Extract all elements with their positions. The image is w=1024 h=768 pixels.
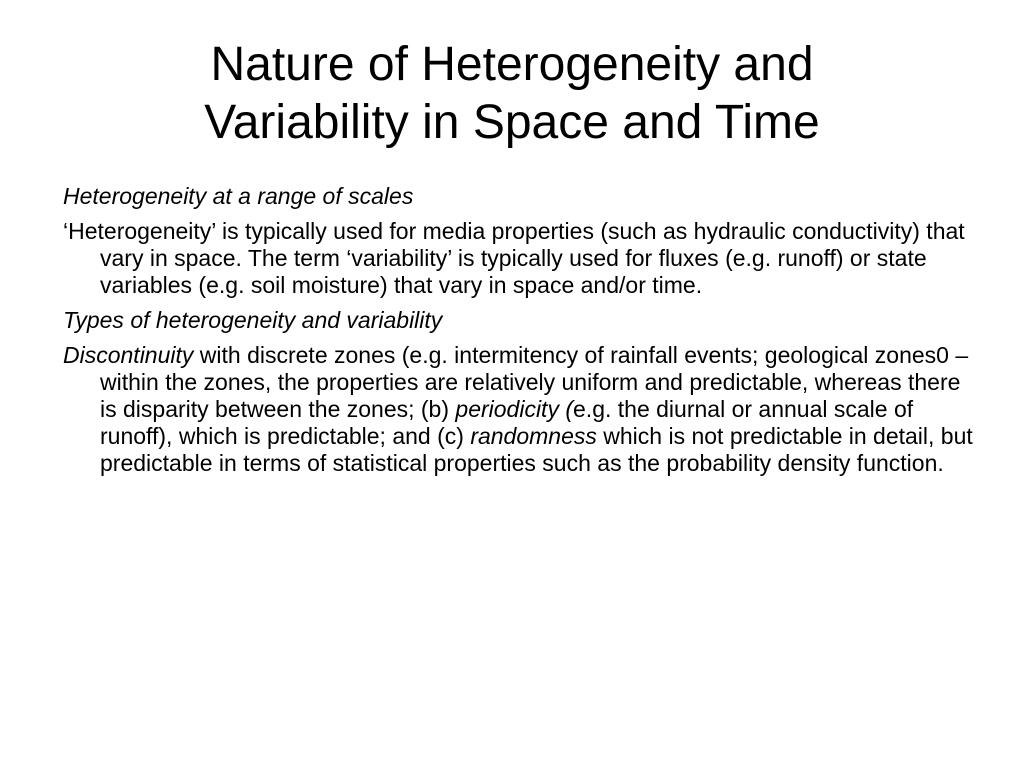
heading-heterogeneity-scales: Heterogeneity at a range of scales [63,183,414,209]
paragraph-types [63,342,973,477]
term-discontinuity: Discontinuity [63,342,194,368]
text-periodicity: e.g. the diurnal or annual scale of runoff), which is predictable; and (c) [100,396,914,449]
term-randomness: randomness [470,423,597,449]
term-periodicity: periodicity ( [455,396,574,422]
title-line-2: Variability in Space and Time [204,96,820,149]
slide-body [63,183,973,485]
slide-title [60,36,964,152]
title-line-1: Nature of Heterogeneity and [210,38,814,91]
text-discontinuity: with discrete zones (e.g. intermitency of rainfall events; geological zones0 – within the zones, the properties are relatively uniform and predictable, whereas there is disparity between the zones; (b) [100,342,969,422]
heading-types: Types of heterogeneity and variability [63,307,443,333]
paragraph-heterogeneity-definition: ‘Heterogeneity’ is typically used for media properties (such as hydraulic conductivity) that vary in space. The term ‘variability’ is typically used for fluxes (e.g. runoff) or state variables (e.g. soil moisture) that vary in space and/or time. [63,218,965,298]
text-randomness: which is not predictable in detail, but predictable in terms of statistical properties such as the probability density function. [100,423,973,476]
